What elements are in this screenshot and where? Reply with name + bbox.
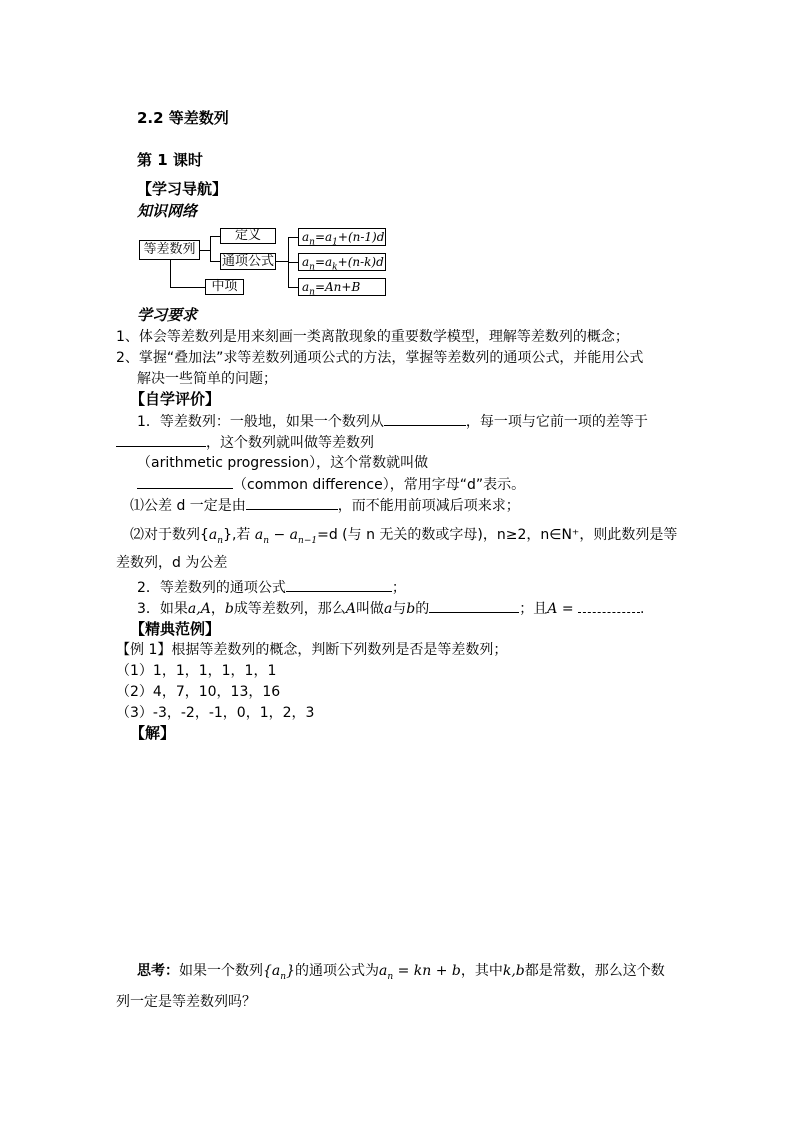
note2-text-b: },若 [223, 527, 251, 543]
think-text-b: 的通项公式为 [294, 963, 379, 979]
q3-text-f: ；且 [519, 601, 548, 617]
blank-2[interactable] [116, 431, 206, 447]
sym-an: $a_n$ [208, 527, 224, 546]
blank-3[interactable] [137, 473, 233, 489]
requirements-heading: 学习要求 [137, 306, 198, 324]
formula-1: $a_n=a_1+(n-1)d$ [298, 228, 386, 246]
connector [170, 260, 171, 287]
think-text-c: ，其中 [460, 963, 503, 979]
q3-text-a: 3．如果 [137, 601, 188, 617]
think-text-a: 如果一个数列 [179, 963, 263, 979]
sym-A: A [345, 601, 356, 617]
q3-text-e: 的 [415, 601, 430, 617]
sym-an-minus: $a_n - a_{n-1}$ [254, 527, 318, 546]
connector [210, 261, 220, 262]
question-1-line4 [137, 473, 525, 494]
note1-text-b: ，而不能用前项减后项来求； [337, 498, 520, 514]
connector [210, 236, 211, 262]
node-definition: 定义 [220, 228, 276, 244]
question-1-line2 [116, 431, 374, 452]
connector [210, 236, 220, 237]
think-line-2: 列一定是等差数列吗？ [116, 994, 256, 1010]
requirement-2b: 解决一些简单的问题； [137, 371, 277, 387]
example-1-item-3: （3）-3，-2，-1，0，1，2，3 [116, 705, 315, 721]
connector [288, 237, 298, 238]
q2-text: 2．等差数列的通项公式 [137, 580, 286, 596]
blank-6[interactable] [429, 597, 519, 613]
blank-7[interactable] [578, 597, 640, 613]
blank-1[interactable] [384, 410, 466, 426]
q1-text-c: ，这个数列就叫做等差数列 [206, 435, 374, 451]
sym-b1: b [224, 601, 234, 617]
example-1-item-1: （1）1，1，1，1，1，1 [116, 663, 277, 679]
think-text-d: 都是常数，那么这个数 [524, 963, 665, 979]
note2-text-d: 差数列，d 为公差 [116, 555, 228, 571]
note2-text-c: =d (与 n 无关的数或字母)，n≥2，n∈N⁺，则此数列是等 [317, 527, 678, 543]
connector [200, 250, 210, 251]
note-1 [130, 494, 520, 515]
connector [276, 261, 288, 262]
formula-3: $a_n=An+B$ [298, 278, 386, 296]
sym-formula: $a_n$ = kn + b [378, 963, 461, 982]
sym-aAb: a,A [187, 601, 211, 617]
example-1-item-2: （2）4，7，10，13，16 [116, 684, 281, 700]
sym-set-an: $\{a_n\}$ [263, 963, 295, 982]
think-label: 思考： [137, 963, 179, 979]
node-root: 等差数列 [139, 240, 200, 260]
question-2: 2．等差数列的通项公式 ； [137, 576, 406, 597]
connector [288, 262, 298, 263]
blank-5[interactable] [286, 576, 392, 592]
node-formula: 通项公式 [221, 254, 274, 269]
q3-text-b: 成等差数列，那么 [233, 601, 346, 617]
sym-a: a [383, 601, 393, 617]
sym-kb: k,b [502, 963, 525, 979]
requirement-2a: 2、掌握“叠加法”求等差数列通项公式的方法，掌握等差数列的通项公式，并能用公式 [116, 350, 644, 366]
solution-label: 【解】 [130, 724, 176, 742]
q1-text-a: 1．等差数列：一般地，如果一个数列从 [137, 414, 384, 430]
self-eval-heading: 【自学评价】 [130, 390, 221, 408]
node-middle: 中项 [205, 279, 244, 295]
example-1: 【例 1】根据等差数列的概念，判断下列数列是否是等差数列； [116, 642, 508, 658]
q3-text-c: 叫做 [355, 601, 384, 617]
nav-heading: 【学习导航】 [137, 180, 228, 198]
note2-text-a: ⑵对于数列{ [130, 527, 209, 543]
question-3: 3．如果a,A，b成等差数列，那么A叫做a与b的 ；且A = . [137, 597, 644, 618]
page-title: 2.2 等差数列 [137, 109, 229, 127]
sym-A-eq: A [547, 601, 558, 617]
connector [288, 287, 298, 288]
question-1 [137, 410, 648, 431]
examples-heading: 【精典范例】 [130, 620, 221, 638]
q1-text-d: （arithmetic progression），这个常数就叫做 [137, 455, 429, 471]
note-2 [130, 524, 677, 546]
lesson-label: 第 1 课时 [137, 151, 203, 169]
requirement-1: 1、体会等差数列是用来刻画一类离散现象的重要数学模型，理解等差数列的概念； [116, 329, 629, 345]
q1-text-b: ，每一项与它前一项的差等于 [465, 414, 648, 430]
q1-text-e: （common difference），常用字母“d”表示。 [233, 477, 526, 493]
knowledge-heading: 知识网络 [137, 202, 198, 220]
formula-2: $a_n=a_k+(n-k)d$ [298, 253, 386, 271]
note1-text-a: ⑴公差 d 一定是由 [130, 498, 246, 514]
sym-b2: b [406, 601, 416, 617]
blank-4[interactable] [246, 494, 338, 510]
connector [170, 287, 205, 288]
think-line-1 [137, 960, 665, 982]
q3-text-d: 与 [392, 601, 407, 617]
